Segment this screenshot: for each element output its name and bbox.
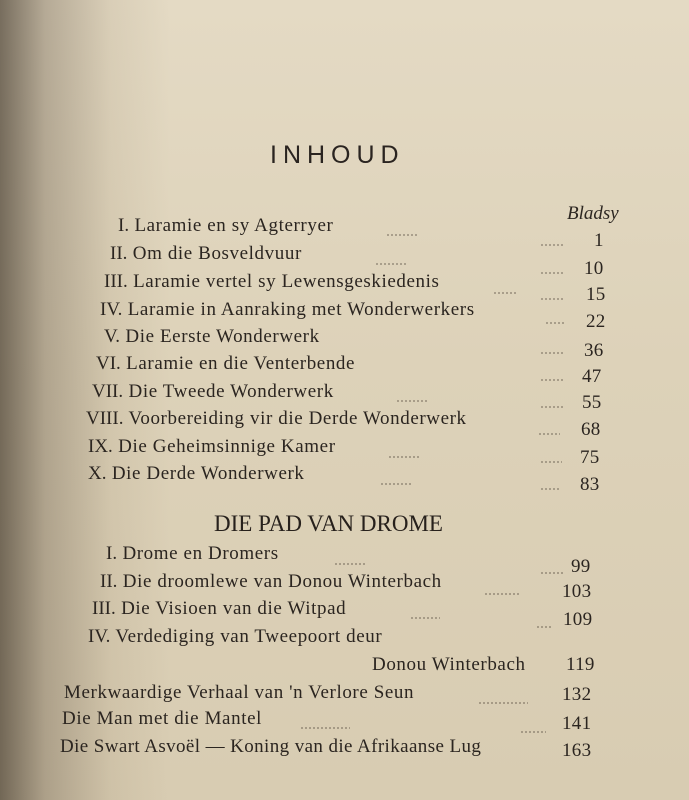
entry-page: 83	[580, 474, 600, 495]
leader-dots	[484, 593, 520, 595]
entry-numeral: IV.	[88, 626, 111, 647]
leader-dots	[396, 400, 428, 402]
entry-page: 103	[562, 581, 592, 602]
entry-numeral: X.	[88, 463, 107, 484]
entry-numeral: III.	[92, 598, 116, 619]
toc-entry	[62, 708, 262, 730]
toc-entry	[104, 271, 440, 293]
entry-title: Die Swart Asvoël — Koning van die Afrikaanse Lug	[60, 736, 482, 757]
leader-dots	[540, 406, 564, 408]
leader-dots	[540, 298, 564, 300]
toc-entry	[96, 353, 355, 375]
leader-dots	[540, 272, 564, 274]
entry-numeral: III.	[104, 271, 128, 292]
toc-entry	[88, 626, 382, 648]
leader-dots	[540, 488, 560, 490]
leader-dots	[540, 244, 564, 246]
page-title: INHOUD	[270, 141, 405, 169]
leader-dots	[334, 563, 366, 565]
leader-dots	[540, 379, 564, 381]
entry-page: 75	[580, 447, 600, 468]
leader-dots	[520, 731, 546, 733]
entry-title: Die Eerste Wonderwerk	[125, 326, 320, 347]
entry-title: Drome en Dromers	[122, 543, 279, 564]
entry-title: Merkwaardige Verhaal van 'n Verlore Seun	[64, 682, 415, 703]
entry-title-continued: Donou Winterbach	[372, 654, 526, 675]
leader-dots	[540, 572, 564, 574]
toc-entry	[92, 381, 334, 403]
leader-dots	[540, 461, 562, 463]
toc-entry	[88, 463, 305, 485]
entry-page: 36	[584, 340, 604, 361]
entry-page: 99	[571, 556, 591, 577]
entry-page: 15	[586, 284, 606, 305]
toc-entry	[104, 326, 320, 348]
toc-entry	[100, 299, 475, 321]
toc-entry	[86, 408, 467, 430]
entry-title: Laramie en sy Agterryer	[134, 215, 334, 236]
toc-entry	[110, 243, 302, 265]
leader-dots	[388, 456, 420, 458]
toc-entry	[60, 736, 481, 758]
entry-page: 47	[582, 366, 602, 387]
entry-page: 109	[563, 609, 593, 630]
entry-title: Laramie vertel sy Lewensgeskiedenis	[133, 271, 440, 292]
entry-numeral: IV.	[100, 299, 123, 320]
entry-title: Die Derde Wonderwerk	[111, 463, 305, 484]
leader-dots	[410, 617, 440, 619]
entry-title: Voorbereiding vir die Derde Wonderwerk	[128, 408, 467, 429]
entry-page: 132	[562, 684, 592, 705]
entry-title: Die Visioen van die Witpad	[121, 598, 347, 619]
leader-dots	[478, 702, 528, 704]
entry-numeral: I.	[106, 543, 118, 564]
toc-entry	[118, 215, 333, 237]
entry-title: Die Geheimsinnige Kamer	[118, 436, 336, 457]
entry-numeral: VIII.	[86, 408, 124, 429]
leader-dots	[540, 352, 564, 354]
leader-dots	[545, 322, 565, 324]
entry-title: Die Man met die Mantel	[62, 708, 262, 729]
toc-entry	[64, 682, 414, 704]
section-title: DIE PAD VAN DROME	[214, 511, 443, 536]
entry-title: Verdediging van Tweepoort deur	[115, 626, 383, 647]
entry-page: 22	[586, 311, 606, 332]
leader-dots	[380, 483, 412, 485]
entry-title: Om die Bosveldvuur	[132, 243, 302, 264]
toc-entry	[100, 571, 442, 593]
leader-dots	[538, 433, 560, 435]
leader-dots	[386, 234, 418, 236]
entry-page: 55	[582, 392, 602, 413]
entry-title: Laramie en die Venterbende	[126, 353, 356, 374]
entry-title: Laramie in Aanraking met Wonderwerkers	[127, 299, 475, 320]
entry-title: Die droomlewe van Donou Winterbach	[122, 571, 442, 592]
leader-dots	[300, 727, 350, 729]
entry-numeral: I.	[118, 215, 130, 236]
entry-page: 163	[562, 740, 592, 761]
entry-numeral: II.	[110, 243, 128, 264]
entry-numeral: II.	[100, 571, 118, 592]
entry-numeral: VI.	[96, 353, 121, 374]
entry-page: 119	[566, 654, 595, 675]
leader-dots	[536, 626, 552, 628]
entry-numeral: V.	[104, 326, 121, 347]
entry-numeral: IX.	[88, 436, 113, 457]
toc-entry-continuation	[372, 654, 526, 676]
entry-title: Die Tweede Wonderwerk	[128, 381, 334, 402]
entry-page: 141	[562, 713, 592, 734]
entry-page: 68	[581, 419, 601, 440]
leader-dots	[493, 292, 517, 294]
toc-entry	[88, 436, 336, 458]
toc-entry	[92, 598, 346, 620]
entry-page: 1	[594, 230, 604, 251]
entry-page: 10	[584, 258, 604, 279]
page-column-header: Bladsy	[567, 203, 619, 224]
entry-numeral: VII.	[92, 381, 124, 402]
toc-entry	[106, 543, 279, 565]
leader-dots	[375, 263, 407, 265]
